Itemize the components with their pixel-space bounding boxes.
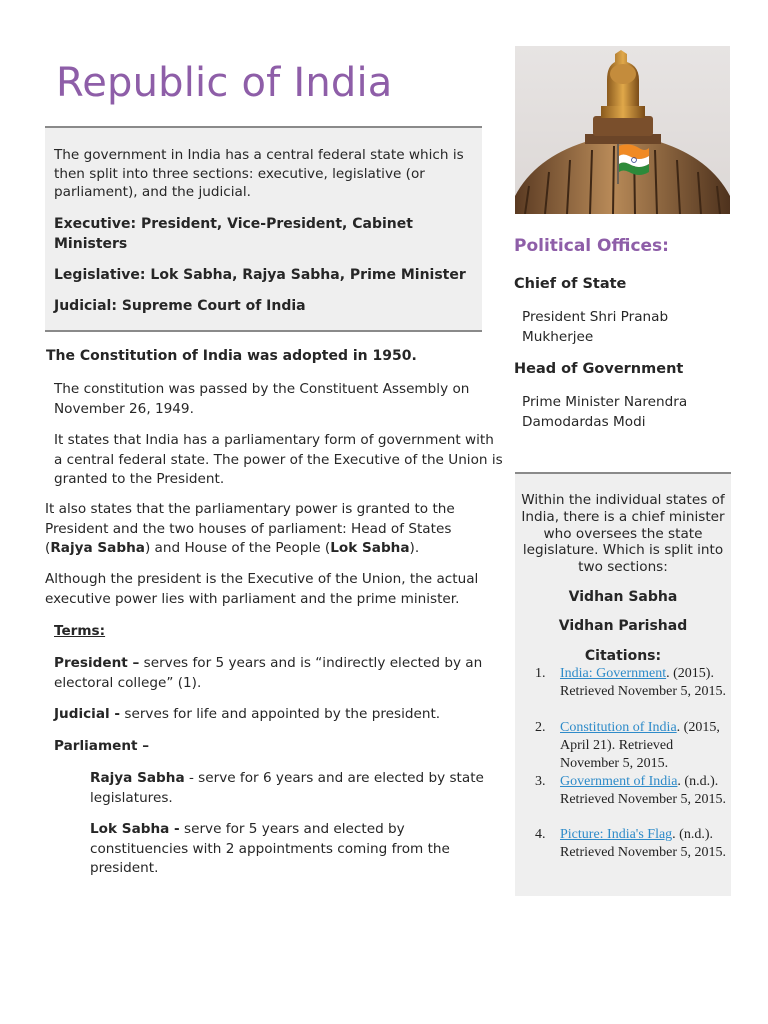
terms-heading: Terms: (54, 623, 106, 639)
citation-link[interactable]: India: Government (560, 666, 667, 681)
summary-box (45, 126, 482, 332)
summary-legislative: Legislative: Lok Sabha, Rajya Sabha, Prime Minister (54, 267, 466, 283)
summary-executive: Executive: President, Vice-President, Cabinet Ministers (54, 216, 413, 252)
lok-sabha-inline: Lok Sabha (330, 540, 410, 556)
head-of-government-label: Head of Government (514, 361, 684, 377)
states-description: Within the individual states of India, there is a chief minister who oversees the state legislature. Which is split into two sections: (521, 492, 725, 576)
term-lok-sabha: Lok Sabha - serve for 5 years and elected by constituencies with 2 appointments coming from the president. (90, 821, 450, 876)
dome-illustration (515, 46, 730, 214)
summary-judicial: Judicial: Supreme Court of India (54, 298, 306, 314)
term-parliament: Parliament – (54, 738, 150, 754)
term-rajya-sabha: Rajya Sabha - serve for 6 years and are elected by state legislatures. (90, 770, 484, 806)
constitution-para-3: It also states that the parliamentary power is granted to the President and the two houses of parliament: Head of States (Rajya Sabha) and House of the People (Lok Sabha). (45, 501, 455, 556)
head-of-government-name: Prime Minister Narendra Damodardas Modi (522, 394, 688, 430)
chief-of-state-name: President Shri Pranab Mukherjee (522, 309, 669, 345)
chief-of-state-label: Chief of State (514, 276, 627, 292)
constitution-para-4: Although the president is the Executive of the Union, the actual executive power lies with parliament and the prime minister. (45, 571, 479, 607)
citation-link[interactable]: Constitution of India (560, 720, 677, 735)
rajya-sabha-inline: Rajya Sabha (50, 540, 145, 556)
citation-link[interactable]: Picture: India's Flag (560, 827, 673, 842)
citations-heading: Citations: (584, 648, 662, 664)
political-offices-heading: Political Offices: (514, 236, 669, 256)
constitution-para-1: The constitution was passed by the Constituent Assembly on November 26, 1949. (54, 381, 470, 417)
parliament-dome-photo (515, 46, 730, 214)
vidhan-parishad: Vidhan Parishad (558, 618, 688, 634)
term-president: President – serves for 5 years and is “indirectly elected by an electoral college” (1). (54, 655, 483, 691)
constitution-heading: The Constitution of India was adopted in 1950. (46, 348, 417, 364)
citation-link[interactable]: Government of India (560, 774, 678, 789)
vidhan-sabha: Vidhan Sabha (568, 589, 678, 605)
term-judicial: Judicial - serves for life and appointed by the president. (54, 706, 441, 722)
constitution-para-2: It states that India has a parliamentary form of government with a central federal state. The power of the Executive of the Union is granted to the President. (54, 432, 503, 487)
summary-intro: The government in India has a central federal state which is then split into three sections: executive, legislative (or parliament), and the judicial. (54, 147, 464, 200)
page-title: Republic of India (56, 60, 393, 106)
states-citations-box: Within the individual states of India, there is a chief minister who oversees the state legislature. Which is split into two sections: Vidhan Sabha Vidhan Parishad Citations: 1. India: Government. (2015). Retrieved November 5, 2015. 2. Constitution of India. (2015, April 21). Retrieved November 5, 2015. 3. Government of India. (n.d.). Retrieved November 5, 2015. 4. Picture: India's Flag. (n.d.). Retrieved November 5, 2015. (515, 472, 731, 896)
